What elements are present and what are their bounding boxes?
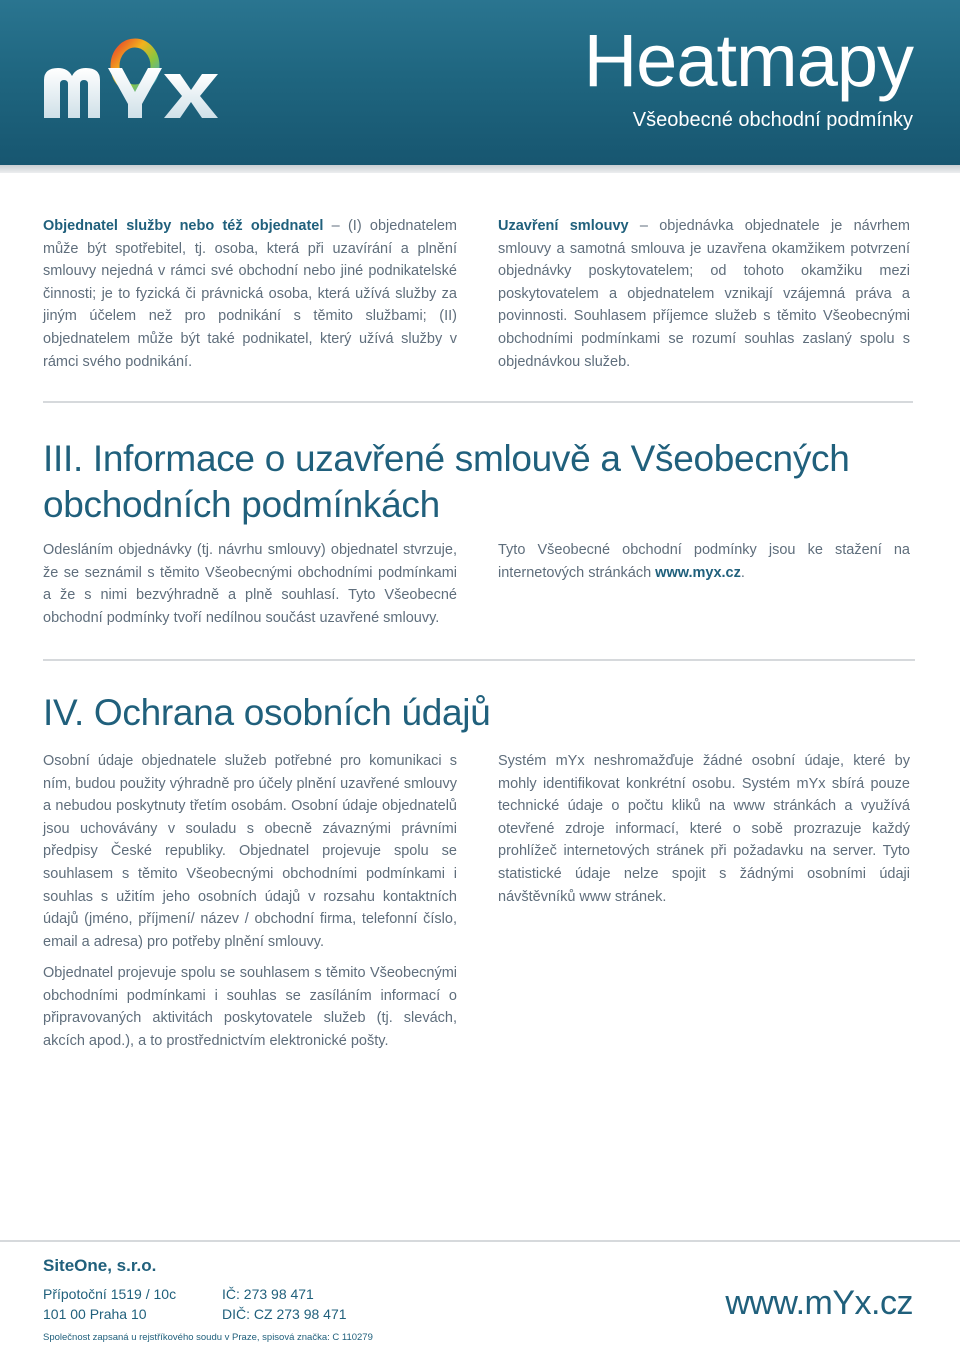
header-shadow-stripe [0,165,960,173]
company-ico: IČ: 273 98 471 [222,1286,314,1302]
section3-right-end: . [740,564,745,581]
registry-note: Společnost zapsaná u rejstříkového soudu v Praze, spisová značka: C 110279 [43,1332,373,1343]
definition-uzavreni-text: – objednávka objednatele je návrhem smlouvy a samotná smlouva je uzavřena okamžikem potvrzení objednávky poskytovatelem; od tohoto okamžiku mezi poskytovatelem a objednatelem vznikají vzájemná práva a povinnosti. Souhlasem příjemce služeb s těmito Všeobecnými obchodními podmínkami se rozumí souhlas zaslaný spolu s objednávkou služeb. [498,218,910,370]
address-line-2: 101 00 Praha 10 [43,1306,147,1322]
section3-heading [43,436,850,528]
section4-left-paragraph-2: Objednatel projevuje spolu se souhlasem s těmito Všeobecnými obchodními podmínkami i souhlas se zasíláním informací o připravovaných aktivitách poskytovatele služeb (tj. slevách, akcích apod.), a to prostřednictvím elektronické pošty. [43,965,457,1049]
divider-2 [43,659,915,661]
myx-logo [40,38,220,124]
company-dic: DIČ: CZ 273 98 471 [222,1306,347,1322]
term-objednatel: Objednatel služby nebo též objednatel [43,218,324,234]
definition-objednatel-text: – (I) objednatelem může být spotřebitel, tj. osoba, která při uzavírání a plnění smlouvy nejedná v rámci své obchodní nebo jiné podnikatelské činnosti; je to fyzická či právnická osoba, která užívá služby za jiným účelem než pro podnikání s těmito službami; (II) objednatelem může být také podnikatel, který užívá služby v rámci svého podnikání. [43,218,457,370]
document-subtitle: Všeobecné obchodní podmínky [632,109,913,131]
section4-left-paragraph-1: Osobní údaje objednatele služeb potřebné pro komunikaci s ním, budou použity výhradně pro účely plnění uzavřené smlouvy a nebudou poskytnuty třetím osobám. Osobní údaje objednatelů jsou uchovávány v souladu s obecně závaznými právními předpisy České republiky. Objednatel projevuje spolu se souhlasem s těmito Všeobecnými obchodními podmínkami i souhlas s užitím jeho osobních údajů v rozsahu kontaktních údajů (jméno, příjmení/ název / obchodní firma, telefonní číslo, email a adresa) pro potřeby plnění smlouvy. [43,753,457,950]
website-link[interactable]: www.myx.cz [655,564,741,581]
section3-left-paragraph: Odesláním objednávky (tj. návrhu smlouvy) objednatel stvrzuje, že se seznámil s těmito Všeobecnými obchodními podmínkami a že s nimi bezvýhradně a plně souhlasí. Tyto Všeobecné obchodní podmínky tvoří nedílnou součást uzavřené smlouvy. [43,542,457,626]
section3-right-text: Tyto Všeobecné obchodní podmínky jsou ke stažení na internetových stránkách [498,542,910,581]
definition-uzavreni [498,215,910,373]
company-name: SiteOne, s.r.o. [43,1256,157,1275]
footer-website[interactable]: www.mYx.cz [725,1284,913,1322]
term-uzavreni-smlouvy: Uzavření smlouvy [498,218,629,234]
section3-heading-line1: III. Informace o uzavřené smlouvě a Všeobecných [43,438,850,479]
address-line-1: Přípotoční 1519 / 10c [43,1286,177,1302]
footer-rule [0,1240,960,1242]
section4-right-paragraph: Systém mYx neshromažďuje žádné osobní údaje, které by mohly identifikovat konkrétní osobu. Systém mYx sbírá pouze technické údaje o počtu kliků na www stránkách a využívá otevřené zdroje informací, které o sobě prozrazuje každý prohlížeč internetových stránek při požadavku na server. Tyto statistické údaje nelze spojit s žádnými osobními údaji návštěvníků www stránek. [498,753,910,905]
divider-1 [43,401,913,403]
section3-heading-line2: obchodních podmínkách [43,484,440,525]
header-band [0,0,960,165]
document-title: Heatmapy [583,19,913,102]
section3-right-paragraph [498,539,910,584]
section4-heading: IV. Ochrana osobních údajů [43,692,491,733]
definition-objednatel [43,215,457,373]
